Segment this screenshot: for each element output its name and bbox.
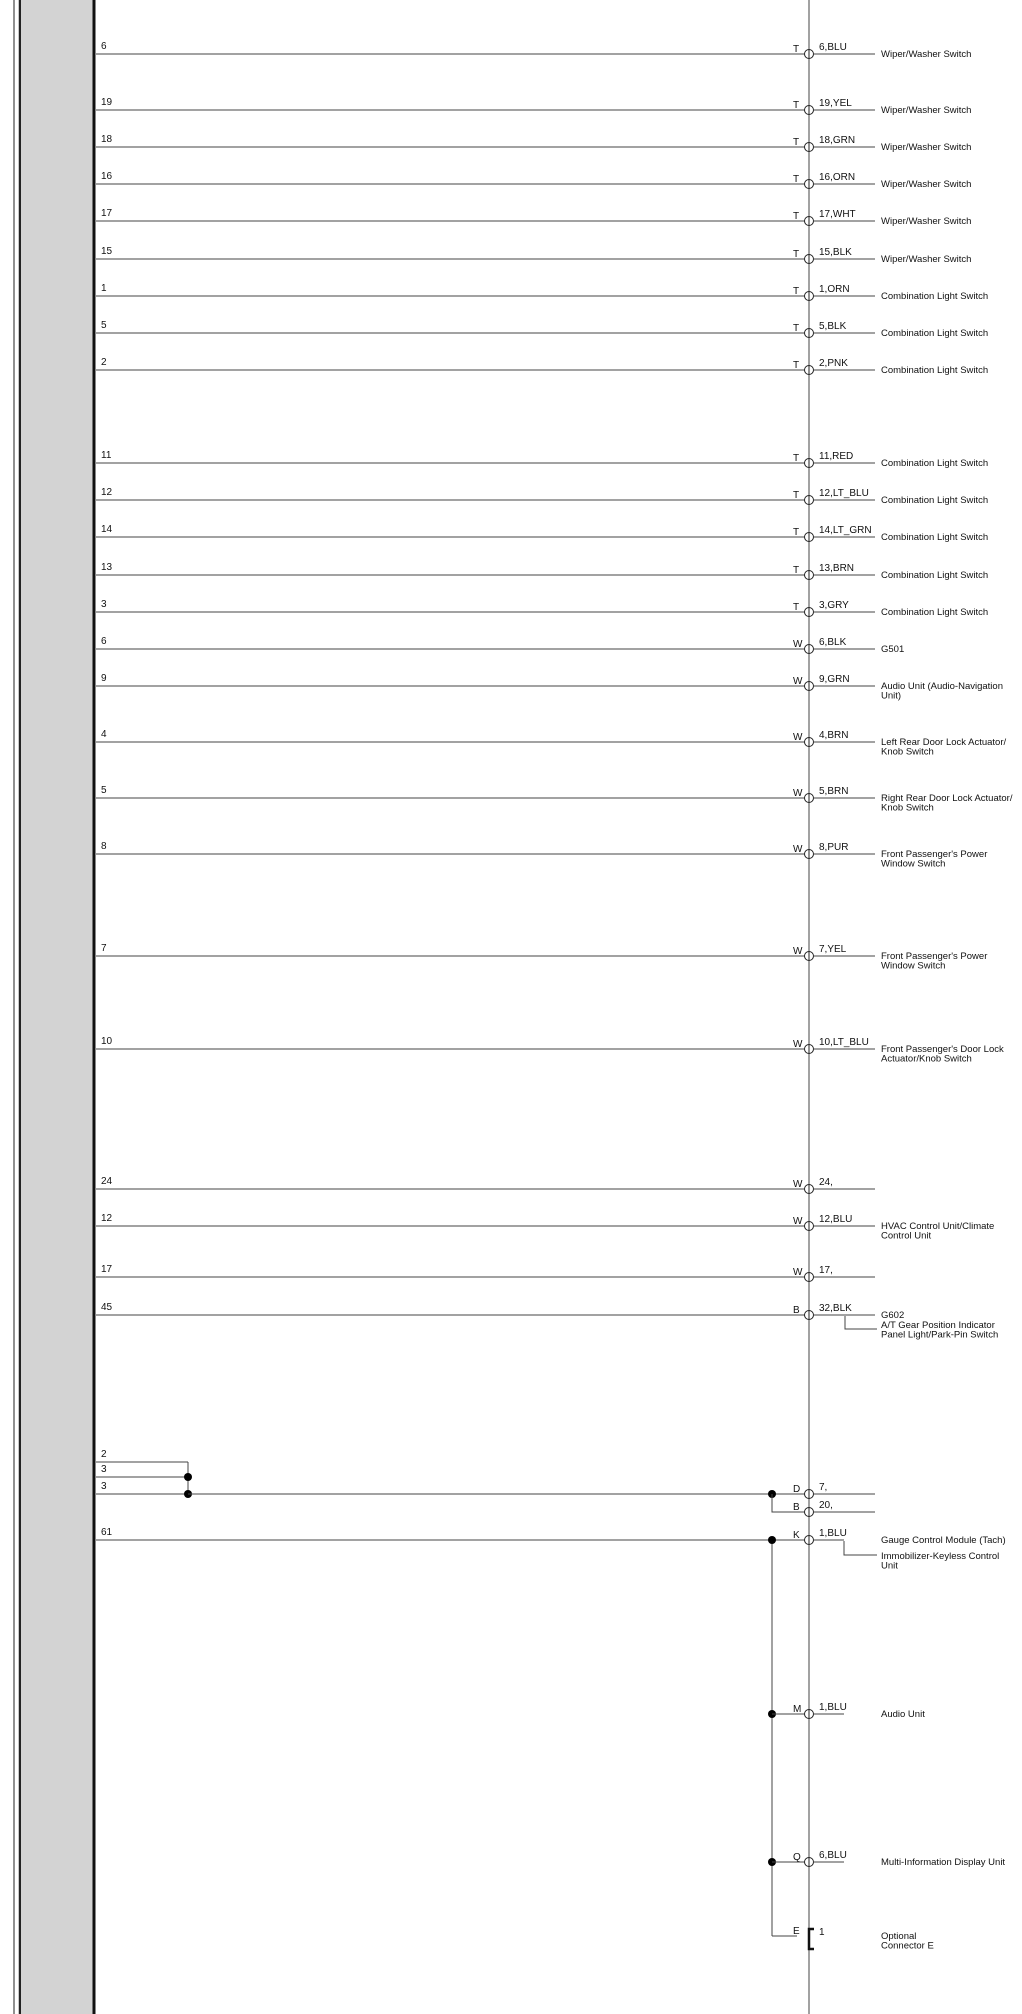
wire-pin-color: 2,PNK (819, 358, 848, 369)
wire-pin-color: 7,YEL (819, 944, 847, 955)
component-label: Combination Light Switch (881, 328, 989, 339)
module-pin-number: 18 (101, 134, 113, 145)
wire-pin-color: 12,LT_BLU (819, 488, 869, 499)
component-label: Combination Light Switch (881, 365, 989, 376)
wire-pin-color: 20, (819, 1500, 833, 1511)
module-pin-number: 11 (101, 450, 112, 461)
connector-letter: T (793, 453, 800, 464)
module-pin-number: 3 (101, 1481, 107, 1492)
component-label: Multi-Information Display Unit (881, 1857, 1006, 1868)
junction-group (96, 1449, 875, 1517)
wire-row (96, 785, 1013, 814)
wire-pin-color: 1 (819, 1927, 825, 1938)
component-label: Connector E (881, 1940, 934, 1952)
module-pin-number: 4 (101, 729, 107, 740)
wire-pin-color: 4,BRN (819, 730, 849, 741)
module-pin-number: 10 (101, 1036, 113, 1047)
wire-pin-color: 14,LT_GRN (819, 525, 872, 536)
component-label: G602 (881, 1310, 905, 1321)
connector-letter: T (793, 565, 800, 576)
module-pin-number: 24 (101, 1176, 113, 1187)
component-label: Combination Light Switch (881, 495, 989, 506)
branch-wire (844, 1541, 877, 1555)
component-label: Audio Unit (Audio-Navigation (881, 681, 1003, 692)
wire-row (96, 246, 971, 265)
component-label: Audio Unit (881, 1709, 925, 1720)
wire-pin-color: 1,BLU (819, 1528, 847, 1539)
wire-pin-color: 6,BLU (819, 42, 847, 53)
component-label: G501 (881, 644, 905, 655)
wire-row (96, 1213, 994, 1242)
component-label: Optional (881, 1931, 917, 1942)
bus-group (96, 1527, 1006, 1952)
connector-letter: W (793, 1216, 803, 1227)
wire-pin-color: 5,BLK (819, 321, 847, 332)
module-pin-number: 7 (101, 943, 107, 954)
wire-row (96, 41, 971, 60)
wire-row (96, 97, 971, 116)
connector-letter: D (793, 1484, 801, 1495)
connector-letter: T (793, 174, 800, 185)
connector-letter: W (793, 946, 803, 957)
connector-letter: B (793, 1305, 800, 1316)
splice-dot (184, 1473, 192, 1481)
component-label: Combination Light Switch (881, 532, 989, 543)
module-pin-number: 6 (101, 41, 107, 52)
wire-row (96, 729, 1007, 758)
connector-letter: T (793, 527, 800, 538)
wire-pin-color: 13,BRN (819, 563, 855, 574)
connector-letter: T (793, 490, 800, 501)
branch-wire (845, 1316, 877, 1329)
connector-letter: W (793, 844, 803, 855)
connector-letter: W (793, 732, 803, 743)
component-label: Panel Light/Park-Pin Switch (881, 1329, 999, 1341)
wire-row (96, 320, 988, 339)
component-label: HVAC Control Unit/Climate (881, 1221, 995, 1232)
module-pin-number: 17 (101, 1264, 113, 1275)
wire-pin-color: 12,BLU (819, 1214, 853, 1225)
component-label: Unit (881, 1560, 898, 1572)
wire-row (96, 171, 971, 190)
connector-letter: E (793, 1926, 800, 1937)
module-pin-number: 15 (101, 246, 113, 257)
connector-letter: T (793, 100, 800, 111)
wire-row (96, 673, 1003, 702)
module-pin-number: 17 (101, 208, 113, 219)
connector-letter: Q (793, 1852, 801, 1863)
module-pin-number: 12 (101, 487, 113, 498)
wire-row (96, 943, 987, 972)
wire-pin-color: 7, (819, 1482, 828, 1493)
component-label: Wiper/Washer Switch (881, 216, 972, 227)
component-label: Front Passenger's Door Lock (881, 1044, 1004, 1055)
wire-row (96, 357, 988, 376)
module-body (21, 0, 94, 2014)
optional-connector-bracket (809, 1929, 814, 1949)
connector-letter: T (793, 44, 800, 55)
wire-row (96, 134, 971, 153)
module-pin-number: 8 (101, 841, 107, 852)
component-label: Actuator/Knob Switch (881, 1053, 972, 1065)
component-label: Combination Light Switch (881, 607, 989, 618)
component-label: Combination Light Switch (881, 458, 989, 469)
module-pin-number: 13 (101, 562, 113, 573)
wire-row (96, 524, 988, 543)
wire-pin-color: 24, (819, 1177, 833, 1188)
module-pin-number: 5 (101, 320, 107, 331)
component-label: Immobilizer-Keyless Control (881, 1551, 1000, 1562)
module-pin-number: 61 (101, 1527, 113, 1538)
wire-pin-color: 3,GRY (819, 600, 849, 611)
wire-row (96, 283, 988, 302)
connector-letter: T (793, 360, 800, 371)
wire-row (96, 841, 987, 870)
module-pin-number: 14 (101, 524, 113, 535)
component-label: Combination Light Switch (881, 570, 989, 581)
connector-letter: K (793, 1530, 800, 1541)
wire-pin-color: 5,BRN (819, 786, 849, 797)
wire-pin-color: 16,ORN (819, 172, 856, 183)
wire-pin-color: 17, (819, 1265, 833, 1276)
wire-pin-color: 18,GRN (819, 135, 856, 146)
wire-row (96, 1302, 904, 1321)
module-pin-number: 12 (101, 1213, 113, 1224)
component-label: Control Unit (881, 1230, 932, 1242)
component-label: Wiper/Washer Switch (881, 49, 972, 60)
wire-row (96, 562, 988, 581)
wire-pin-color: 17,WHT (819, 209, 856, 220)
connector-letter: M (793, 1704, 802, 1715)
component-label: Wiper/Washer Switch (881, 142, 972, 153)
component-label: Window Switch (881, 960, 946, 972)
wire-pin-color: 32,BLK (819, 1303, 852, 1314)
wire-pin-color: 1,BLU (819, 1702, 847, 1713)
module-pin-number: 3 (101, 1464, 107, 1475)
connector-letter: W (793, 1039, 803, 1050)
component-label: Wiper/Washer Switch (881, 179, 972, 190)
connector-letter: T (793, 323, 800, 334)
component-label: Front Passenger's Power (881, 849, 988, 860)
connector-letter: T (793, 137, 800, 148)
wire-pin-color: 8,PUR (819, 842, 849, 853)
module-pin-number: 16 (101, 171, 113, 182)
wire-rows (96, 41, 1013, 1341)
wire-pin-color: 6,BLU (819, 1850, 847, 1861)
connector-letter: W (793, 639, 803, 650)
module-pin-number: 5 (101, 785, 107, 796)
component-label: Wiper/Washer Switch (881, 105, 972, 116)
connector-letter: W (793, 1267, 803, 1278)
module-pin-number: 6 (101, 636, 107, 647)
module-pin-number: 1 (101, 283, 107, 294)
connector-letter: T (793, 211, 800, 222)
component-label: Unit) (881, 690, 902, 702)
wire-pin-color: 10,LT_BLU (819, 1037, 869, 1048)
component-label: Front Passenger's Power (881, 951, 988, 962)
wire-pin-color: 9,GRN (819, 674, 850, 685)
wire-row (96, 450, 988, 469)
splice-dot (768, 1536, 776, 1544)
module-pin-number: 2 (101, 1449, 107, 1460)
wire-pin-color: 11,RED (819, 451, 854, 462)
connector-letter: T (793, 286, 800, 297)
wire-row (96, 599, 988, 618)
component-label: Wiper/Washer Switch (881, 254, 972, 265)
wire-row (96, 1176, 875, 1194)
connector-letter: T (793, 249, 800, 260)
connector-letter: W (793, 1179, 803, 1190)
module-pin-number: 45 (101, 1302, 113, 1313)
module-pin-number: 3 (101, 599, 107, 610)
component-label: Right Rear Door Lock Actuator/ (881, 793, 1013, 804)
wire-row (96, 1036, 1004, 1065)
wire-row (96, 1264, 875, 1282)
connector-letter: W (793, 676, 803, 687)
component-label: Window Switch (881, 858, 946, 870)
wire-row (96, 487, 988, 506)
connector-letter: B (793, 1502, 800, 1513)
wire-pin-color: 6,BLK (819, 637, 847, 648)
component-label: Knob Switch (881, 746, 934, 758)
g602-branch (845, 1316, 998, 1341)
connector-letter: T (793, 602, 800, 613)
wire-row (96, 636, 904, 655)
module-pin-number: 19 (101, 97, 113, 108)
wire-pin-color: 1,ORN (819, 284, 850, 295)
component-label: Left Rear Door Lock Actuator/ (881, 737, 1007, 748)
wire-row (96, 208, 971, 227)
component-label: Combination Light Switch (881, 291, 989, 302)
connector-letter: W (793, 788, 803, 799)
component-label: Knob Switch (881, 802, 934, 814)
component-label: A/T Gear Position Indicator (881, 1320, 995, 1331)
wire-pin-color: 15,BLK (819, 247, 852, 258)
module-pin-number: 2 (101, 357, 107, 368)
wire-pin-color: 19,YEL (819, 98, 852, 109)
component-label: Gauge Control Module (Tach) (881, 1535, 1006, 1546)
module-pin-number: 9 (101, 673, 107, 684)
